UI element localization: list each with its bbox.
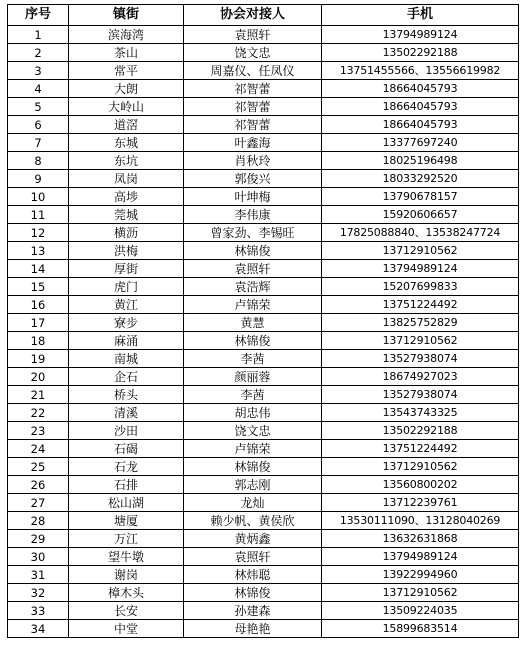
cell-town: 中堂 [69,620,184,638]
cell-contact: 卢锦荣 [184,296,322,314]
cell-index: 14 [8,260,69,278]
cell-phone: 13794989124 [322,548,519,566]
cell-phone: 13530111090、13128040269 [322,512,519,530]
table-row [8,134,519,152]
cell-phone: 13751455566、13556619982 [322,62,519,80]
table-row [8,242,519,260]
cell-contact: 赖少帆、黄侯欣 [184,512,322,530]
header-contact: 协会对接人 [184,5,322,26]
cell-town: 黄江 [69,296,184,314]
table-row [8,314,519,332]
cell-town: 大朗 [69,80,184,98]
cell-town: 麻涌 [69,332,184,350]
cell-contact: 饶文忠 [184,422,322,440]
cell-index: 2 [8,44,69,62]
cell-contact: 祁智蕾 [184,116,322,134]
cell-index: 13 [8,242,69,260]
cell-town: 滨海湾 [69,26,184,44]
cell-index: 30 [8,548,69,566]
cell-index: 17 [8,314,69,332]
cell-index: 15 [8,278,69,296]
cell-index: 10 [8,188,69,206]
cell-town: 凤岗 [69,170,184,188]
cell-town: 洪梅 [69,242,184,260]
cell-town: 长安 [69,602,184,620]
cell-index: 28 [8,512,69,530]
cell-index: 31 [8,566,69,584]
cell-contact: 黄炳鑫 [184,530,322,548]
cell-phone: 15920606657 [322,206,519,224]
cell-phone: 13377697240 [322,134,519,152]
table-row [8,350,519,368]
table-row [8,422,519,440]
cell-contact: 袁照轩 [184,260,322,278]
cell-index: 11 [8,206,69,224]
table-row [8,548,519,566]
cell-phone: 13922994960 [322,566,519,584]
cell-contact: 林锦俊 [184,584,322,602]
cell-phone: 13825752829 [322,314,519,332]
cell-phone: 13502292188 [322,422,519,440]
cell-phone: 13712910562 [322,584,519,602]
cell-phone: 15899683514 [322,620,519,638]
cell-index: 20 [8,368,69,386]
table-row [8,404,519,422]
cell-contact: 叶坤梅 [184,188,322,206]
header-town: 镇街 [69,5,184,26]
cell-index: 33 [8,602,69,620]
cell-phone: 13751224492 [322,296,519,314]
table-row [8,170,519,188]
cell-index: 29 [8,530,69,548]
cell-town: 寮步 [69,314,184,332]
cell-town: 莞城 [69,206,184,224]
cell-index: 34 [8,620,69,638]
table-row [8,602,519,620]
cell-index: 1 [8,26,69,44]
cell-phone: 13509224035 [322,602,519,620]
contact-table [7,4,519,638]
cell-index: 22 [8,404,69,422]
table-row [8,386,519,404]
cell-contact: 李茜 [184,386,322,404]
cell-contact: 胡忠伟 [184,404,322,422]
table-row [8,26,519,44]
cell-contact: 饶文忠 [184,44,322,62]
cell-phone: 18664045793 [322,116,519,134]
cell-town: 沙田 [69,422,184,440]
cell-index: 26 [8,476,69,494]
cell-contact: 颜丽蓉 [184,368,322,386]
table-row [8,206,519,224]
cell-town: 石碣 [69,440,184,458]
cell-town: 石排 [69,476,184,494]
cell-town: 虎门 [69,278,184,296]
cell-town: 望牛墩 [69,548,184,566]
table-row [8,620,519,638]
cell-phone: 13502292188 [322,44,519,62]
cell-phone: 13794989124 [322,260,519,278]
cell-phone: 17825088840、13538247724 [322,224,519,242]
table-row [8,584,519,602]
cell-index: 23 [8,422,69,440]
table-row [8,152,519,170]
cell-contact: 祁智蕾 [184,80,322,98]
table-row [8,188,519,206]
cell-contact: 袁浩辉 [184,278,322,296]
cell-contact: 卢锦荣 [184,440,322,458]
cell-town: 东坑 [69,152,184,170]
cell-phone: 13712910562 [322,332,519,350]
cell-town: 东城 [69,134,184,152]
table-body [8,26,519,638]
cell-contact: 李茜 [184,350,322,368]
table-row [8,224,519,242]
cell-contact: 袁照轩 [184,548,322,566]
cell-contact: 袁照轩 [184,26,322,44]
cell-index: 6 [8,116,69,134]
cell-index: 5 [8,98,69,116]
cell-phone: 18674927023 [322,368,519,386]
cell-town: 清溪 [69,404,184,422]
cell-contact: 龙灿 [184,494,322,512]
cell-town: 道滘 [69,116,184,134]
cell-town: 万江 [69,530,184,548]
cell-index: 7 [8,134,69,152]
cell-phone: 13632631868 [322,530,519,548]
cell-contact: 李伟康 [184,206,322,224]
cell-index: 24 [8,440,69,458]
cell-town: 厚街 [69,260,184,278]
table-row [8,44,519,62]
table-row [8,98,519,116]
cell-contact: 曾家劲、李锡旺 [184,224,322,242]
table-row [8,440,519,458]
cell-contact: 叶鑫海 [184,134,322,152]
cell-phone: 13527938074 [322,386,519,404]
cell-contact: 黄慧 [184,314,322,332]
cell-phone: 13712239761 [322,494,519,512]
cell-index: 16 [8,296,69,314]
cell-contact: 林锦俊 [184,332,322,350]
cell-town: 横沥 [69,224,184,242]
cell-phone: 13712910562 [322,458,519,476]
cell-phone: 13527938074 [322,350,519,368]
cell-phone: 13712910562 [322,242,519,260]
cell-town: 常平 [69,62,184,80]
table-row [8,566,519,584]
cell-phone: 13794989124 [322,26,519,44]
table-row [8,494,519,512]
cell-phone: 18025196498 [322,152,519,170]
cell-index: 19 [8,350,69,368]
cell-index: 9 [8,170,69,188]
table-row [8,260,519,278]
cell-index: 3 [8,62,69,80]
cell-index: 4 [8,80,69,98]
cell-town: 茶山 [69,44,184,62]
cell-index: 12 [8,224,69,242]
table-row [8,512,519,530]
header-index: 序号 [8,5,69,26]
cell-town: 谢岗 [69,566,184,584]
table-row [8,116,519,134]
cell-contact: 郭志刚 [184,476,322,494]
cell-town: 松山湖 [69,494,184,512]
cell-contact: 孙建森 [184,602,322,620]
cell-town: 大岭山 [69,98,184,116]
cell-town: 南城 [69,350,184,368]
table-row [8,530,519,548]
cell-phone: 18664045793 [322,98,519,116]
table-row [8,62,519,80]
header-phone: 手机 [322,5,519,26]
cell-index: 32 [8,584,69,602]
table-row [8,296,519,314]
table-row [8,458,519,476]
cell-contact: 母艳艳 [184,620,322,638]
cell-town: 企石 [69,368,184,386]
table-row [8,332,519,350]
cell-contact: 郭俊兴 [184,170,322,188]
cell-phone: 13790678157 [322,188,519,206]
cell-contact: 林锦俊 [184,242,322,260]
cell-town: 石龙 [69,458,184,476]
table-row [8,80,519,98]
cell-phone: 18033292520 [322,170,519,188]
cell-phone: 13543743325 [322,404,519,422]
cell-index: 8 [8,152,69,170]
cell-phone: 13751224492 [322,440,519,458]
table-header-row [8,5,519,26]
cell-phone: 15207699833 [322,278,519,296]
cell-phone: 18664045793 [322,80,519,98]
cell-town: 塘厦 [69,512,184,530]
cell-index: 21 [8,386,69,404]
cell-town: 樟木头 [69,584,184,602]
cell-contact: 林锦俊 [184,458,322,476]
table-row [8,476,519,494]
cell-phone: 13560800202 [322,476,519,494]
cell-contact: 祁智蕾 [184,98,322,116]
cell-contact: 林炜聪 [184,566,322,584]
cell-town: 桥头 [69,386,184,404]
cell-contact: 周嘉仪、任凤仪 [184,62,322,80]
cell-town: 高埗 [69,188,184,206]
cell-index: 27 [8,494,69,512]
cell-index: 18 [8,332,69,350]
table-row [8,368,519,386]
cell-contact: 肖秋玲 [184,152,322,170]
cell-index: 25 [8,458,69,476]
table-row [8,278,519,296]
